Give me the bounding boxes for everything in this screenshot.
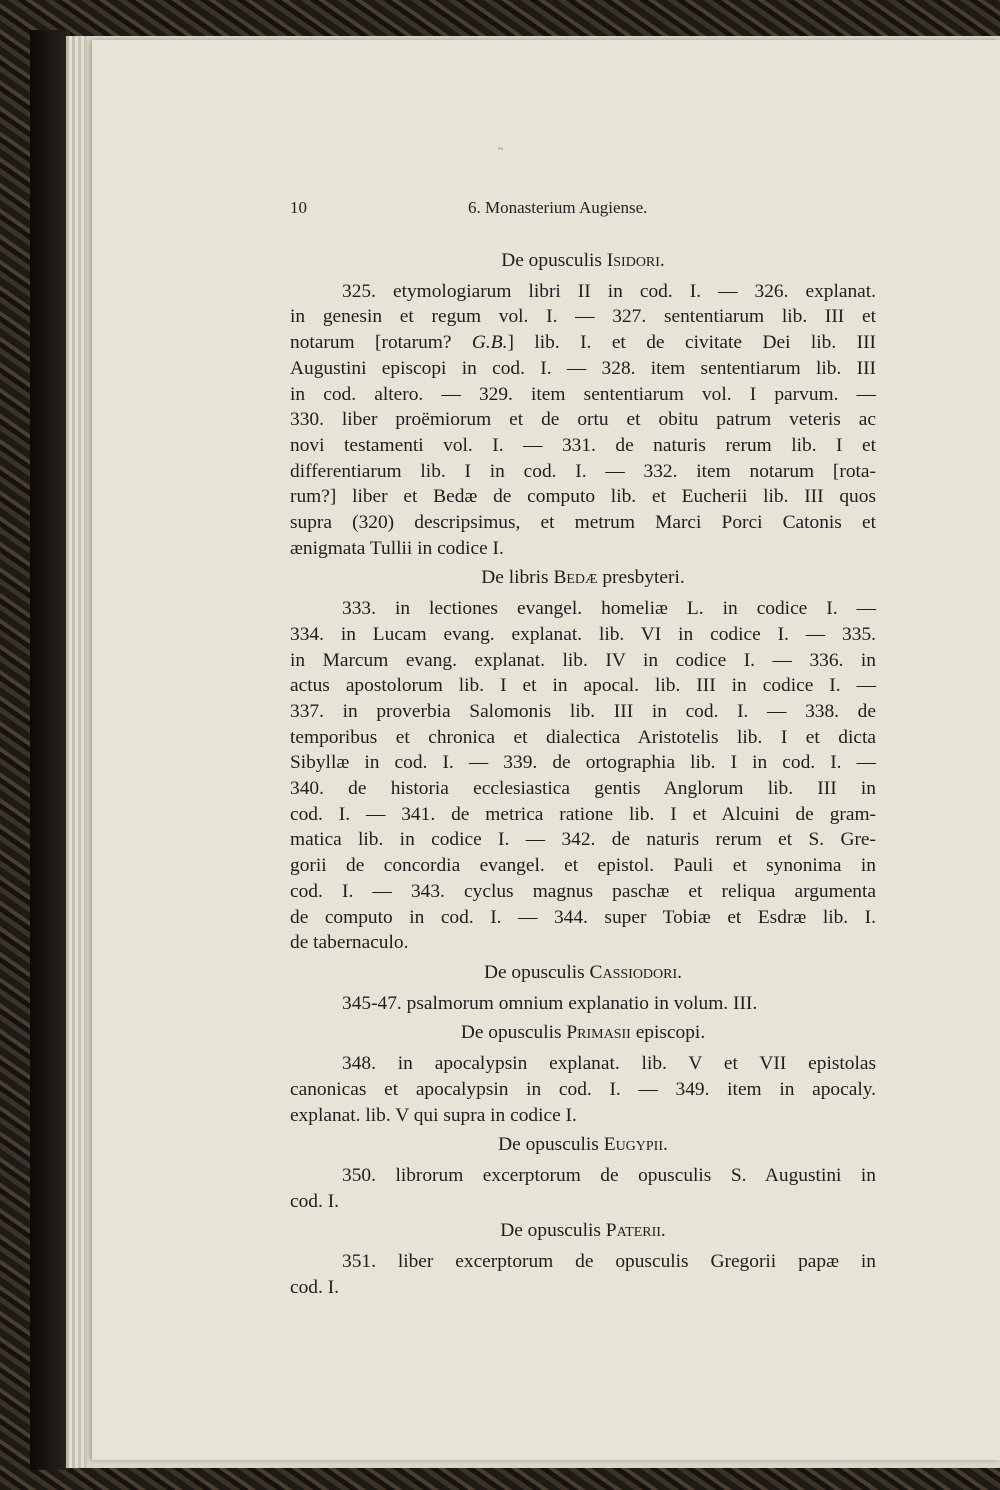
line-with-italic: notarum [rotarum? G.B.] lib. I. et de civitate Dei lib. III xyxy=(290,332,876,354)
section-text-primasii: 348. in apocalypsin explanat. lib. V et VII epistolas canonicas et apocalypsin in cod. I. — 349. item in apocaly. explanat. lib. V qui supra in codice I. xyxy=(290,1053,876,1126)
page-body xyxy=(290,244,876,1300)
running-title: 6. Monasterium Augiense. xyxy=(468,198,648,217)
section-text-bedae: 333. in lectiones evangel. homeliæ L. in codice I. — 334. in Lucam evang. explanat. lib. VI in codice I. — 335. in Marcum evang. explanat. lib. IV in codice I. — 336. in actus apostolorum lib. I et in apocal. lib. III in codice I. — 337. in proverbia Salomonis lib. III in cod. I. — 338. de temporibus et chronica et dialectica Aristotelis lib. I et dicta Sibyllæ in cod. I. — 339. de ortographia lib. I in cod. I. — 340. de historia ecclesiastica gentis Anglorum lib. III in cod. I. — 341. de metrica ratione lib. I et Alcuini de gram- matica lib. in codice I. — 342. de naturis rerum et S. Gre- gorii de concordia evangel. et epistol. Pauli et synonima in cod. I. — 343. cyclus magnus paschæ et reliqua argumenta de computo in cod. I. — 344. super Tobiæ et Esdræ lib. I. de tabernaculo. xyxy=(290,598,876,954)
running-header xyxy=(290,198,690,222)
section-heading-primasii: De opusculis Primasii episcopi. xyxy=(460,1022,706,1044)
page-mark: ~ xyxy=(498,144,504,155)
page-number: 10 xyxy=(290,198,307,217)
section-heading-eugypii: De opusculis Eugypii. xyxy=(498,1134,668,1156)
section-heading-isidori: De opusculis Isidori. xyxy=(501,250,665,271)
section-heading-cassiodori: De opusculis Cassiodori. xyxy=(483,961,683,983)
section-text-isidori: 325. etymologiarum libri II in cod. I. — 326. explanat. in genesin et regum vol. I. — 327. sententiarum lib. III et notarum [rotarum? G.B.] lib. I. et de civitate Dei lib. III Augustini episcopi in cod. I. — 328. item sententiarum lib. III in cod. altero. — 329. item sententiarum vol. I parvum. — 330. liber proëmiorum et de ortu et obitu patrum veteris ac novi testamenti vol. I. — 331. de naturis rerum lib. I et differentiarum lib. I in cod. I. — 332. item notarum [rota- rum?] liber et Bedæ de computo lib. et Eucherii lib. III quos supra (320) descripsimus, et metrum Marci Porci Catonis et ænigmata Tullii in codice I. xyxy=(290,280,876,559)
section-text-eugypii: 350. librorum excerptorum de opusculis S. Augustini in cod. I. xyxy=(290,1164,876,1212)
section-text-paterii: 351. liber excerptorum de opusculis Gregorii papæ in cod. I. xyxy=(290,1251,876,1298)
section-heading-paterii: De opusculis Paterii. xyxy=(500,1220,666,1242)
book-spine xyxy=(30,30,70,1470)
section-text-cassiodori: 345-47. psalmorum omnium explanatio in volum. III. xyxy=(342,992,758,1014)
section-heading-bedae: De libris Bedæ presbyteri. xyxy=(481,567,685,589)
